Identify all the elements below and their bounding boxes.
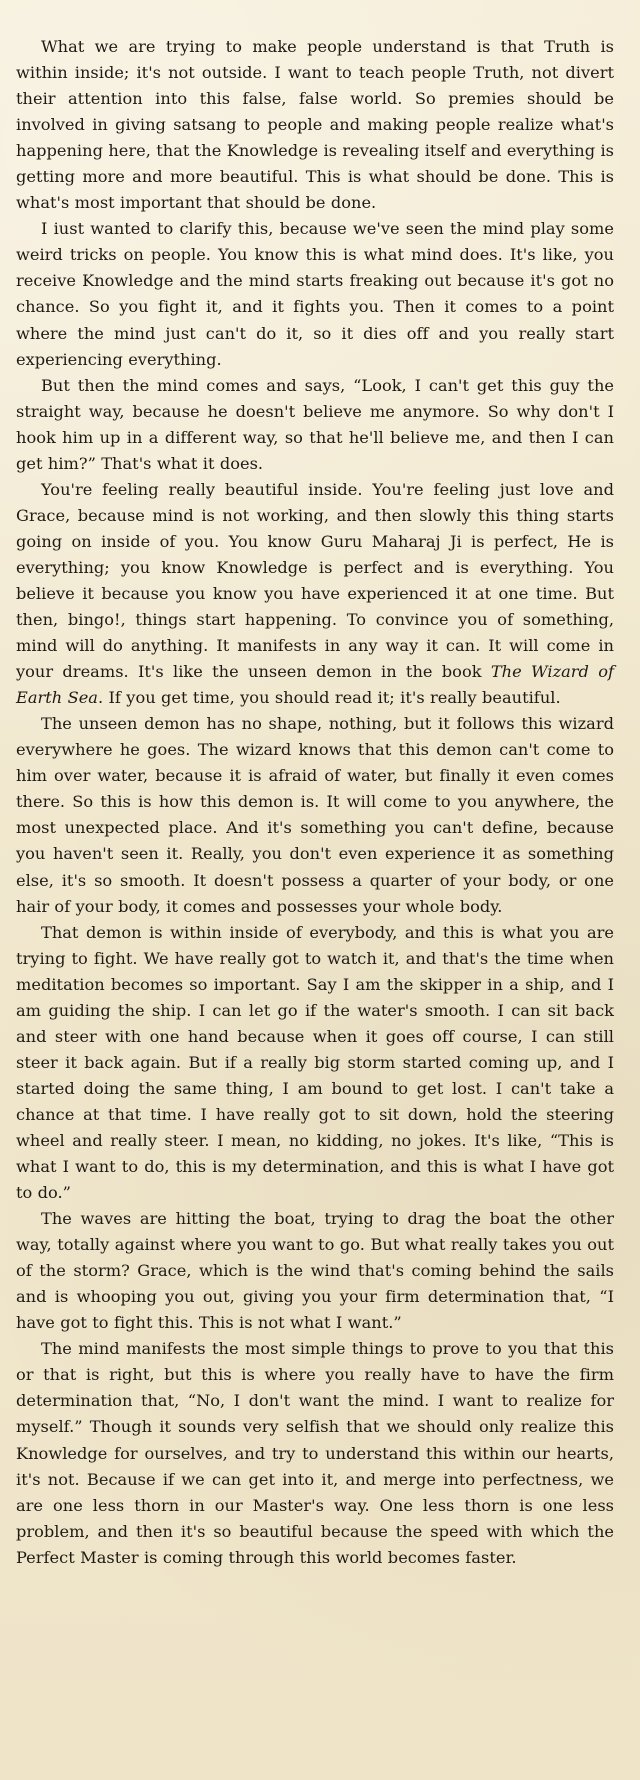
paragraph-1: What we are trying to make people understand is that Truth is within inside; it's not outside. I want to teach people Truth, not divert their attention into this false, false world. So premies should be involved in giving satsang to people and making people realize what's happening here, that the Knowledge is revealing itself and everything is getting more and more beautiful. This is what should be done. This is what's most important that should be done. (16, 37, 614, 213)
paragraph-2: I iust wanted to clarify this, because we've seen the mind play some weird tricks on people. You know this is what mind does. It's like, you receive Knowledge and the mind starts freaking out because it's got no chance. So you fight it, and it fights you. Then it comes to a point where the mind just can't do it, so it dies off and you really start experiencing everything. (16, 219, 614, 369)
book-title: The Wizard of Earth Sea (16, 662, 614, 708)
paragraph-3: But then the mind comes and says, “Look, I can't get this guy the straight way, because he doesn't believe me anymore. So why don't I hook him up in a different way, so that he'll believe me, and then I can get him?” That's what it does. (16, 375, 614, 473)
paragraph-8: The mind manifests the most simple things to prove to you that this or that is right, but this is where you really have to have the firm determination that, “No, I don't want the mind. I want to realize for myself.” Though it sounds very selfish that we should only realize this Knowledge for ourselves, and try to understand this within our hearts, it's not. Because if we can get into it, and merge into perfectness, we are one less thorn in our Master's way. One less thorn is one less problem, and then it's so beautiful because the speed with which the Perfect Master is coming through this world becomes faster. (16, 1339, 614, 1567)
paragraph-4-text-start: You're feeling really beautiful inside. You're feeling just love and Grace, because mind is not working, and then slowly this thing starts going on inside of you. You know Guru Maharaj Ji is perfect, He is everything; you know Knowledge is perfect and is everything. You believe it because you know you have experienced it at one time. But then, bingo!, things start happening. To convince you of something, mind will do anything. It manifests in any way it can. It will come in your dreams. It's like the unseen demon in the book (16, 479, 614, 682)
paragraph-7: The waves are hitting the boat, trying to drag the boat the other way, totally against where you want to go. But what really takes you out of the storm? Grace, which is the wind that's coming behind the sails and is whooping you out, giving you your firm determination that, “I have got to fight this. This is not what I want.” (16, 1209, 614, 1333)
paragraph-5: The unseen demon has no shape, nothing, but it follows this wizard everywhere he goes. The wizard knows that this demon can't come to him over water, because it is afraid of water, but finally it even comes there. So this is how this demon is. It will come to you anywhere, the most unexpected place. And it's something you can't define, because you haven't seen it. Really, you don't even experience it as something else, it's so smooth. It doesn't possess a quarter of your body, or one hair of your body, it comes and possesses your whole body. (16, 714, 614, 916)
paragraph-4-text-end: . If you get time, you should read it; it's really beautiful. (97, 688, 561, 708)
paragraph-6: That demon is within inside of everybody, and this is what you are trying to fight. We have really got to watch it, and that's the time when meditation becomes so important. Say I am the skipper in a ship, and I am guiding the ship. I can let go if the water's smooth. I can sit back and steer with one hand because when it goes off course, I can still steer it back again. But if a really big storm started coming up, and I started doing the same thing, I am bound to get lost. I can't take a chance at that time. I have really got to sit down, hold the steering wheel and really steer. I mean, no kidding, no jokes. It's like, “This is what I want to do, this is my determination, and this is what I have got to do.” (16, 922, 614, 1203)
paragraph-4 (16, 477, 614, 711)
